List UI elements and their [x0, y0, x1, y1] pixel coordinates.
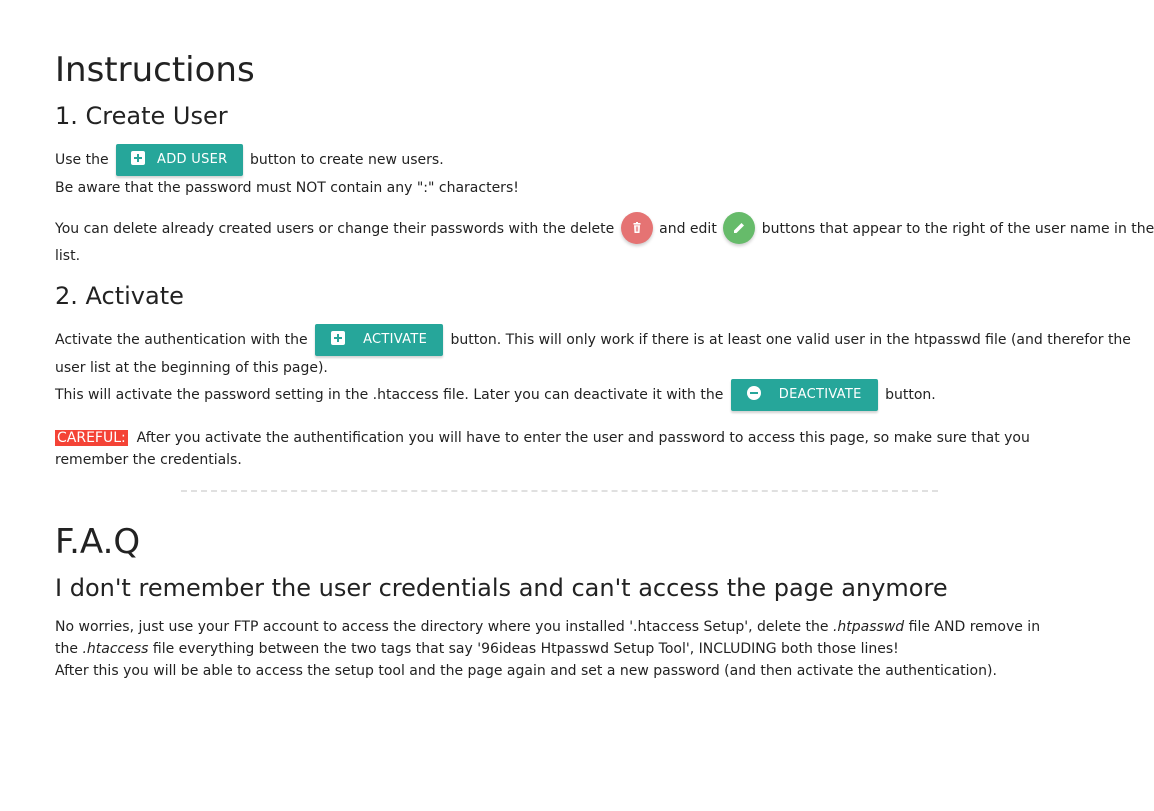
add-box-icon [331, 331, 345, 345]
activate-button[interactable] [315, 324, 443, 356]
add-user-button[interactable] [116, 144, 242, 176]
create-user-line1: Use the ADD USER button to create new users. [55, 144, 444, 176]
add-box-icon [131, 151, 145, 165]
htaccess-filename: .htaccess [82, 641, 149, 657]
remove-circle-icon [747, 386, 761, 400]
password-warning: Be aware that the password must NOT contain any ":" characters! [55, 180, 519, 196]
activate-line2: This will activate the password setting in the .htaccess file. Later you can deactivate it with the DEACTIVATE button. [55, 379, 936, 411]
activate-label: ACTIVATE [363, 332, 428, 347]
edit-pencil-icon [731, 220, 747, 236]
careful-text: After you activate the authentification you will have to enter the user and password to access this page, so make sure that you remember the credentials. [55, 430, 1030, 468]
deactivate-label: DEACTIVATE [778, 387, 862, 402]
deactivate-button[interactable] [731, 379, 878, 411]
add-user-label: ADD USER [157, 152, 228, 167]
instructions-title: Instructions [55, 50, 255, 90]
activate-line1: Activate the authentication with the ACTIVATE button. This will only work if there is at least one valid user in the htpasswd file (and therefor the [55, 324, 1131, 356]
delete-button[interactable] [621, 212, 653, 244]
activate-heading: 2. Activate [55, 282, 184, 310]
faq-title: F.A.Q [55, 522, 141, 562]
edit-button[interactable] [723, 212, 755, 244]
faq-question: I don't remember the user credentials and can't access the page anymore [55, 574, 948, 602]
create-user-heading: 1. Create User [55, 102, 228, 130]
delete-icon [629, 220, 645, 236]
faq-answer-line2: After this you will be able to access the setup tool and the page again and set a new password (and then activate the authentication). [55, 663, 997, 679]
create-user-line3-wrap: list. [55, 248, 81, 264]
section-divider [181, 490, 938, 492]
create-user-line3: You can delete already created users or change their passwords with the delete and edit buttons that appear to the right of the user name in the [55, 213, 1154, 245]
htpasswd-filename: .htpasswd [832, 619, 905, 635]
careful-badge: CAREFUL: [57, 430, 126, 446]
activate-line1-wrap: user list at the beginning of this page). [55, 360, 328, 376]
careful-notice [55, 427, 1060, 471]
faq-answer: No worries, just use your FTP account to access the directory where you installed '.htaccess Setup', delete the .htpasswd file AND remove in the .htaccess file everything between the two tags that say '96ideas Htpasswd Setup Tool', INCLUDING both those lines! After this you will be able to access the setup tool and the page again and set a new password (and then activate the authentication). [55, 619, 1041, 679]
